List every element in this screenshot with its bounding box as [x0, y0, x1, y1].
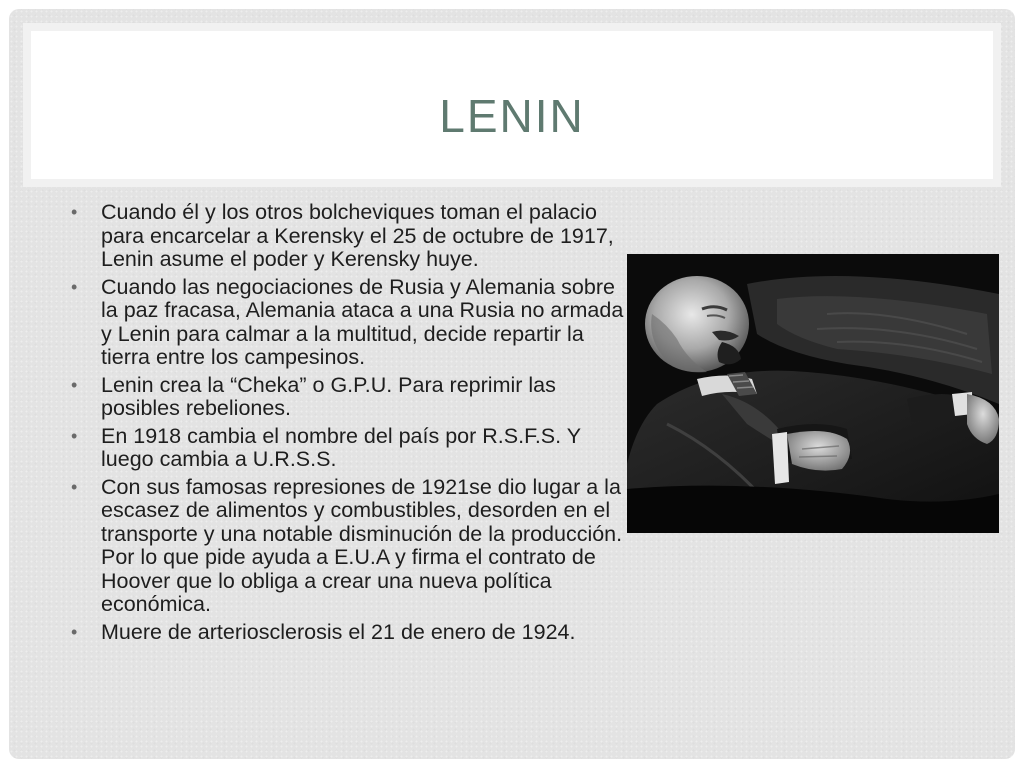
slide: [9, 9, 1015, 759]
bullet-marker: •: [71, 276, 78, 297]
bullet-list-container: [69, 201, 624, 648]
bullet-item: [69, 201, 624, 272]
bullet-item: [69, 276, 624, 370]
bullet-marker: •: [71, 425, 78, 446]
bullet-marker: •: [71, 621, 78, 642]
bullet-item: [69, 476, 624, 617]
bullet-item: [69, 621, 624, 645]
bullet-text: Cuando él y los otros bolcheviques toman el palacio para encarcelar a Kerensky el 25 de octubre de 1917, Lenin asume el poder y Kerensky huye.: [101, 200, 614, 271]
slide-title: LENIN: [439, 90, 585, 142]
bullet-text: Con sus famosas represiones de 1921se dio lugar a la escasez de alimentos y combustibles, desorden en el transporte y una notable disminución de la producción. Por lo que pide ayuda a E.U.A y firma el contrato de Hoover que lo obliga a crear una nueva política económica.: [101, 474, 623, 616]
bullet-marker: •: [71, 476, 78, 497]
bullet-text: Muere de arteriosclerosis el 21 de enero de 1924.: [101, 619, 576, 644]
bullet-item: [69, 374, 624, 421]
bullet-text: En 1918 cambia el nombre del país por R.S.F.S. Y luego cambia a U.R.S.S.: [101, 423, 581, 471]
bullet-marker: •: [71, 374, 78, 395]
bullet-text: Lenin crea la “Cheka” o G.P.U. Para reprimir las posibles rebeliones.: [101, 372, 556, 420]
bullet-text: Cuando las negociaciones de Rusia y Alemania sobre la paz fracasa, Alemania ataca a una Rusia no armada y Lenin para calmar a la multitud, decide repartir la tierra entre los campesinos.: [101, 274, 624, 369]
bullet-list: [69, 201, 624, 644]
lenin-photo: [627, 254, 999, 533]
title-box: [31, 31, 993, 179]
bullet-marker: •: [71, 202, 78, 222]
bullet-item: [69, 425, 624, 472]
